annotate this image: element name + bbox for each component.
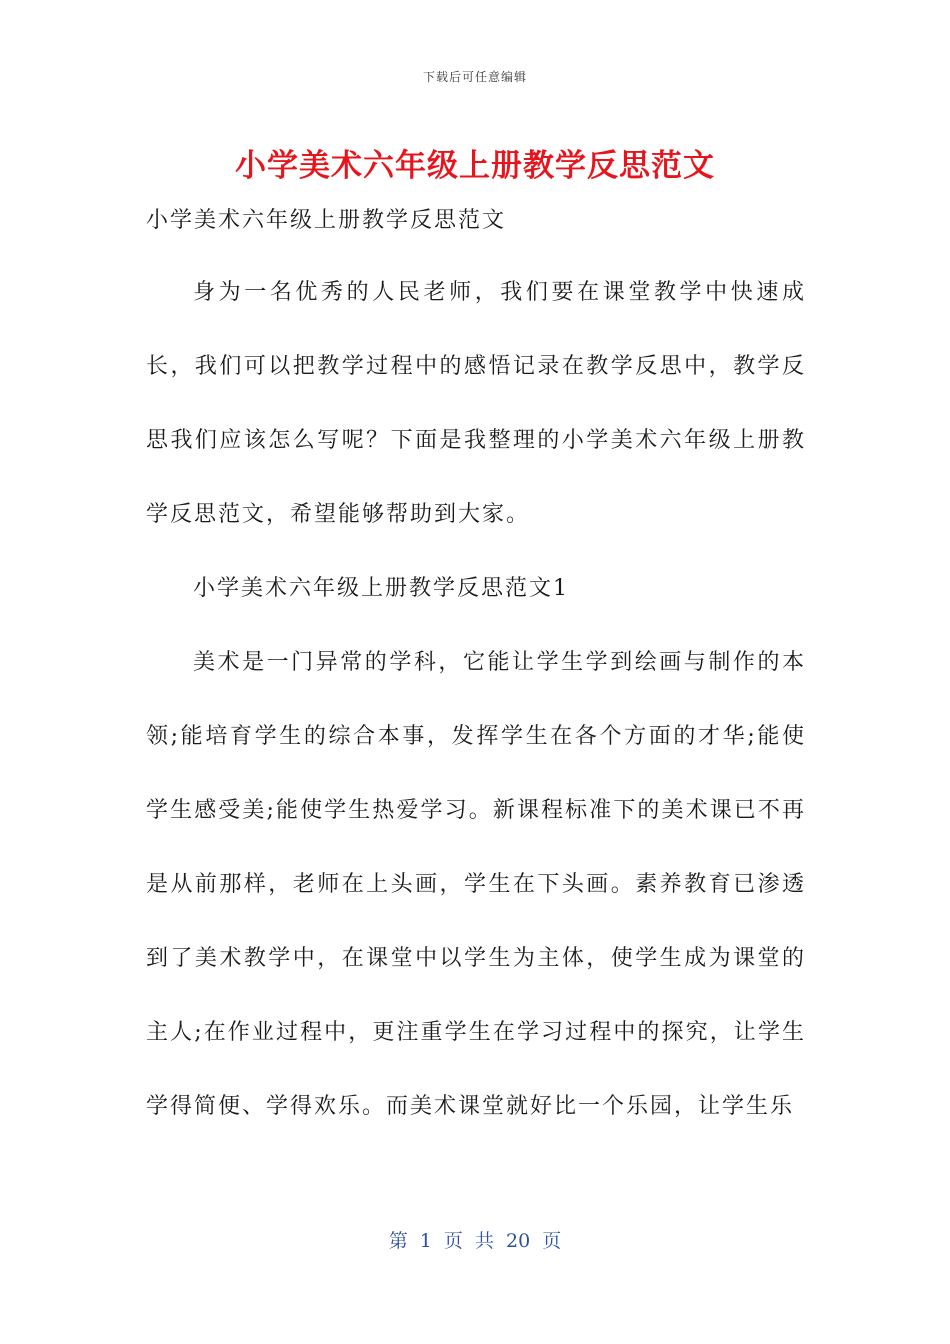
paragraph-intro: 身为一名优秀的人民老师，我们要在课堂教学中快速成长，我们可以把教学过程中的感悟记录在教学反思中，教学反思我们应该怎么写呢？下面是我整理的小学美术六年级上册教学反思范文，希望能够帮助到大家。 <box>146 280 806 527</box>
header-note: 下载后可任意编辑 <box>422 70 527 84</box>
document-body <box>146 186 806 1144</box>
paragraph-body: 美术是一门异常的学科，它能让学生学到绘画与制作的本领;能培育学生的综合本事，发挥学生在各个方面的才华;能使学生感受美;能使学生热爱学习。新课程标准下的美术课已不再是从前那样，老师在上头画，学生在下头画。素养教育已渗透到了美术教学中，在课堂中以学生为主体，使学生成为课堂的主人;在作业过程中，更注重学生在学习过程中的探究，让学生学得简便、学得欢乐。而美术课堂就好比一个乐园，让学生乐 <box>146 650 806 1119</box>
document-title: 小学美术六年级上册教学反思范文 <box>235 148 715 184</box>
paragraph-subtitle: 小学美术六年级上册教学反思范文 <box>146 208 507 233</box>
page-number: 第 1 页 共 20 页 <box>388 1230 562 1252</box>
section-heading: 小学美术六年级上册教学反思范文1 <box>193 576 569 601</box>
